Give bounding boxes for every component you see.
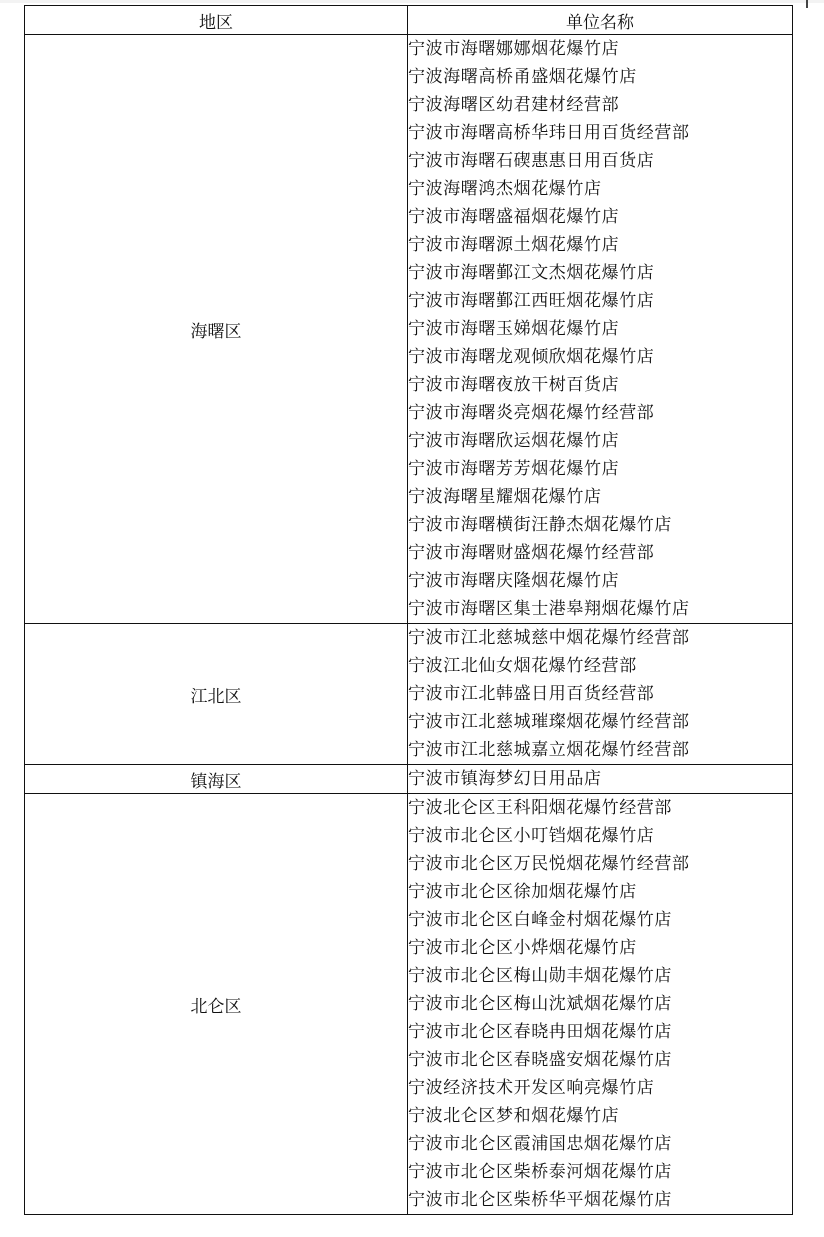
unit-name: 宁波市北仑区春晓冉田烟花爆竹店	[408, 1022, 672, 1042]
unit-name: 宁波市北仑区万民悦烟花爆竹经营部	[408, 854, 690, 874]
unit-names-cell	[408, 765, 793, 794]
unit-name: 宁波市江北慈城璀璨烟花爆竹经营部	[408, 712, 690, 732]
unit-name: 宁波市海曙横街汪静杰烟花爆竹店	[408, 515, 672, 535]
unit-name: 宁波市海曙鄞江文杰烟花爆竹店	[408, 263, 655, 283]
unit-name-column-header: 单位名称	[408, 6, 793, 35]
unit-name: 宁波市海曙龙观倾欣烟花爆竹店	[408, 347, 655, 367]
table-row	[25, 624, 793, 765]
unit-name: 宁波市北仑区春晓盛安烟花爆竹店	[408, 1050, 672, 1070]
unit-name: 宁波市海曙盛福烟花爆竹店	[408, 207, 620, 227]
unit-name: 宁波市北仑区小烨烟花爆竹店	[408, 938, 637, 958]
unit-name: 宁波江北仙女烟花爆竹经营部	[408, 656, 637, 676]
unit-names-cell	[408, 35, 793, 624]
unit-name: 宁波市海曙庆隆烟花爆竹店	[408, 571, 620, 591]
page-edge-mark	[806, 0, 808, 8]
unit-name: 宁波经济技术开发区响亮爆竹店	[408, 1078, 655, 1098]
unit-name: 宁波市北仑区霞浦国忠烟花爆竹店	[408, 1134, 672, 1154]
unit-name: 宁波海曙星耀烟花爆竹店	[408, 487, 602, 507]
unit-name: 宁波市海曙财盛烟花爆竹经营部	[408, 543, 655, 563]
unit-name: 宁波市北仑区梅山勋丰烟花爆竹店	[408, 966, 672, 986]
unit-name: 宁波市海曙夜放干树百货店	[408, 375, 620, 395]
unit-name: 宁波海曙鸿杰烟花爆竹店	[408, 179, 602, 199]
unit-name: 宁波北仑区梦和烟花爆竹店	[408, 1106, 620, 1126]
unit-name: 宁波市海曙鄞江西旺烟花爆竹店	[408, 291, 655, 311]
unit-name: 宁波市海曙玉娣烟花爆竹店	[408, 319, 620, 339]
unit-name: 宁波市海曙欣运烟花爆竹店	[408, 431, 620, 451]
unit-name: 宁波市镇海梦幻日用品店	[408, 769, 602, 789]
table-row	[25, 794, 793, 1215]
unit-name: 宁波市北仑区柴桥华平烟花爆竹店	[408, 1190, 672, 1210]
unit-names-cell	[408, 794, 793, 1215]
region-cell: 镇海区	[25, 765, 408, 794]
fireworks-unit-table	[24, 5, 793, 1215]
unit-name: 宁波市海曙区集士港皋翔烟花爆竹店	[408, 599, 690, 619]
table-header-row	[25, 6, 793, 35]
table-body	[25, 35, 793, 1215]
unit-name: 宁波市北仑区徐加烟花爆竹店	[408, 882, 637, 902]
unit-names-cell	[408, 624, 793, 765]
unit-name: 宁波市海曙高桥华玮日用百货经营部	[408, 123, 690, 143]
region-cell: 海曙区	[25, 35, 408, 624]
unit-name: 宁波市北仑区柴桥泰河烟花爆竹店	[408, 1162, 672, 1182]
unit-name: 宁波市北仑区小叮铛烟花爆竹店	[408, 826, 655, 846]
unit-name: 宁波市北仑区梅山沈斌烟花爆竹店	[408, 994, 672, 1014]
page-top-edge	[0, 0, 824, 3]
region-column-header: 地区	[25, 6, 408, 35]
table-row	[25, 765, 793, 794]
unit-name: 宁波北仑区王科阳烟花爆竹经营部	[408, 798, 672, 818]
unit-name: 宁波市海曙娜娜烟花爆竹店	[408, 39, 620, 59]
unit-name: 宁波市海曙炎亮烟花爆竹经营部	[408, 403, 655, 423]
unit-name: 宁波市江北韩盛日用百货经营部	[408, 684, 655, 704]
unit-name: 宁波市海曙石碶惠惠日用百货店	[408, 151, 655, 171]
unit-name: 宁波海曙高桥甬盛烟花爆竹店	[408, 67, 637, 87]
unit-name: 宁波市江北慈城嘉立烟花爆竹经营部	[408, 740, 690, 760]
unit-name: 宁波市海曙源土烟花爆竹店	[408, 235, 620, 255]
table-row	[25, 35, 793, 624]
region-cell: 江北区	[25, 624, 408, 765]
unit-name: 宁波市江北慈城慈中烟花爆竹经营部	[408, 628, 690, 648]
region-cell: 北仑区	[25, 794, 408, 1215]
unit-name: 宁波海曙区幼君建材经营部	[408, 95, 620, 115]
unit-name: 宁波市海曙芳芳烟花爆竹店	[408, 459, 620, 479]
unit-name: 宁波市北仑区白峰金村烟花爆竹店	[408, 910, 672, 930]
